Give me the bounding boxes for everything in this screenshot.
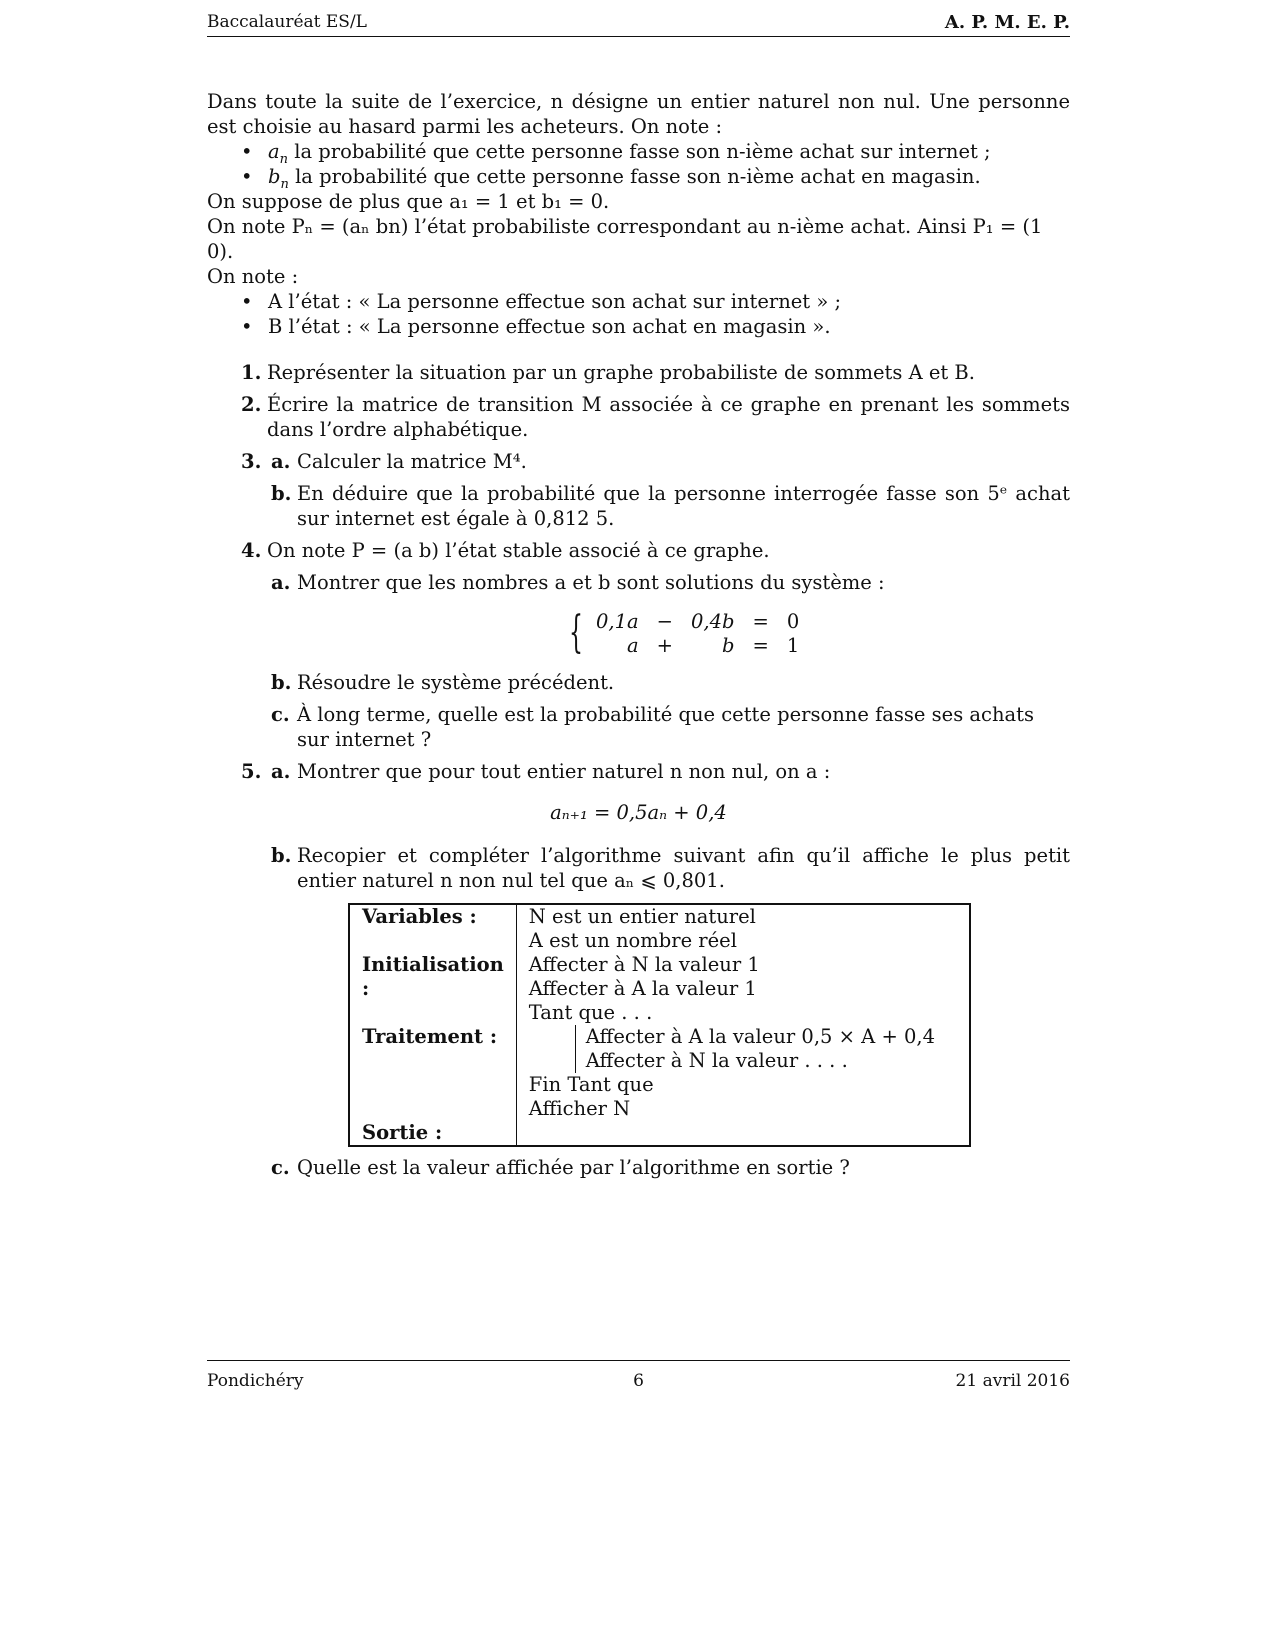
page (207, 0, 1070, 1650)
label-traitement: Traitement : (362, 1025, 498, 1048)
system-table (587, 610, 808, 658)
question-text: Représenter la situation par un graphe probabiliste de sommets A et B. (267, 361, 975, 384)
question-text: Montrer que pour tout entier naturel n non nul, on a : (297, 760, 831, 783)
question-text: Calculer la matrice M⁴. (297, 450, 527, 473)
question-text: Écrire la matrice de transition M associée à ce graphe en prenant les sommets dans l’ordre alphabétique. (267, 393, 1070, 441)
question-text: Résoudre le système précédent. (297, 671, 615, 694)
question-text: Montrer que les nombres a et b sont solutions du système : (297, 571, 885, 594)
question-3b (207, 481, 1070, 531)
system-cell: = (752, 610, 769, 633)
header-publisher: A. P. M. E. P. (944, 12, 1070, 33)
on-note-label: On note : (207, 265, 299, 288)
system-cell: = (752, 634, 769, 657)
definition-a-text: la probabilité que cette personne fasse son n-ième achat sur internet ; (294, 140, 991, 163)
algorithm-table (348, 903, 971, 1147)
subquestion-letter: b. (271, 482, 292, 505)
system-brace: { (569, 607, 583, 658)
question-number: 2. (241, 393, 262, 416)
label-sortie: Sortie : (362, 1121, 443, 1144)
subquestion-letter: a. (271, 450, 291, 473)
header-title: Baccalauréat ES/L (207, 12, 367, 32)
subquestion-letter: c. (271, 1156, 290, 1179)
system-cell: − (656, 610, 673, 633)
states-list (207, 289, 1070, 339)
algo-line: A est un nombre réel (528, 929, 737, 952)
algo-line: Affecter à N la valeur . . . . (585, 1049, 848, 1072)
algorithm-row (349, 904, 970, 1146)
loop-body (575, 1025, 957, 1073)
algo-line: Tant que . . . (528, 1001, 653, 1024)
page-number: 6 (633, 1371, 644, 1391)
page-header (207, 12, 1070, 37)
question-4 (207, 538, 1070, 563)
subquestion-letter: b. (271, 671, 292, 694)
question-text: À long terme, quelle est la probabilité que cette personne fasse ses achats sur internet ? (297, 703, 1035, 751)
system-cell: 0 (786, 610, 800, 633)
definition-b: • $b_n$ la probabilité que cette personne fasse son n-ième achat en magasin. (207, 164, 1070, 189)
question-text: Recopier et compléter l’algorithme suivant afin qu’il affiche le plus petit entier naturel n non nul tel que aₙ ⩽ 0,801. (297, 844, 1070, 892)
question-text: On note P = (a b) l’état stable associé à ce graphe. (267, 539, 770, 562)
page-footer (207, 1360, 1070, 1391)
state-b: • B l’état : « La personne effectue son achat en magasin ». (207, 314, 1070, 339)
system-cell: 0,1a (596, 610, 639, 633)
subquestion-letter: a. (271, 760, 291, 783)
question-4a (207, 570, 1070, 595)
question-number: 5. (241, 760, 262, 783)
algo-line: Affecter à A la valeur 1 (528, 977, 757, 1000)
definition-list (207, 139, 1070, 192)
question-1 (207, 360, 1070, 385)
question-4b (207, 670, 1070, 695)
footer-date: 21 avril 2016 (955, 1371, 1070, 1391)
algo-line: Affecter à N la valeur 1 (528, 953, 760, 976)
recurrence-equation: aₙ₊₁ = 0,5aₙ + 0,4 (550, 801, 727, 824)
algorithm-instructions (516, 904, 970, 1146)
question-number: 1. (241, 361, 262, 384)
question-text: Quelle est la valeur affichée par l’algorithme en sortie ? (297, 1156, 850, 1179)
algo-line: N est un entier naturel (528, 905, 756, 928)
algo-line: Affecter à A la valeur 0,5 × A + 0,4 (585, 1025, 935, 1048)
initial-conditions: On suppose de plus que a₁ = 1 et b₁ = 0. (207, 190, 610, 213)
question-5c (207, 1155, 1070, 1180)
question-5b (207, 843, 1070, 893)
system-cell: 0,4b (690, 610, 735, 633)
subquestion-letter: a. (271, 571, 291, 594)
footer-location: Pondichéry (207, 1371, 304, 1391)
subquestion-letter: c. (271, 703, 290, 726)
question-3a (207, 449, 1070, 474)
label-initialisation: Initialisation : (362, 953, 504, 1000)
algorithm-section-label (349, 904, 516, 1146)
system-row (587, 610, 808, 634)
state-definition: On note Pₙ = (aₙ bn) l’état probabiliste correspondant au n-ième achat. Ainsi P₁ = (1 0). (207, 215, 1043, 263)
question-text: En déduire que la probabilité que la personne interrogée fasse son 5ᵉ achat sur internet est égale à 0,812 5. (297, 482, 1070, 530)
question-5a (207, 759, 1070, 784)
question-number: 4. (241, 539, 262, 562)
state-a: • A l’état : « La personne effectue son achat sur internet » ; (207, 289, 1070, 314)
document-body (207, 89, 1070, 1180)
algo-line: Afficher N (528, 1097, 631, 1120)
definition-a: • $a_n$ la probabilité que cette personne fasse son n-ième achat sur internet ; (207, 139, 1070, 164)
equation-system (569, 607, 1070, 658)
system-cell: 1 (786, 634, 800, 657)
subquestion-letter: b. (271, 844, 292, 867)
intro-paragraph: Dans toute la suite de l’exercice, n désigne un entier naturel non nul. Une personne est choisie au hasard parmi les acheteurs. On note : (207, 90, 1070, 138)
definition-b-text: la probabilité que cette personne fasse son n-ième achat en magasin. (295, 165, 981, 188)
question-number: 3. (241, 450, 262, 473)
system-row (587, 634, 808, 658)
system-cell: a (627, 634, 639, 657)
system-cell: + (656, 634, 673, 657)
algo-line: Fin Tant que (528, 1073, 654, 1096)
system-cell: b (722, 634, 735, 657)
question-4c (207, 702, 1070, 752)
label-variables: Variables : (362, 905, 477, 928)
question-2 (207, 392, 1070, 442)
